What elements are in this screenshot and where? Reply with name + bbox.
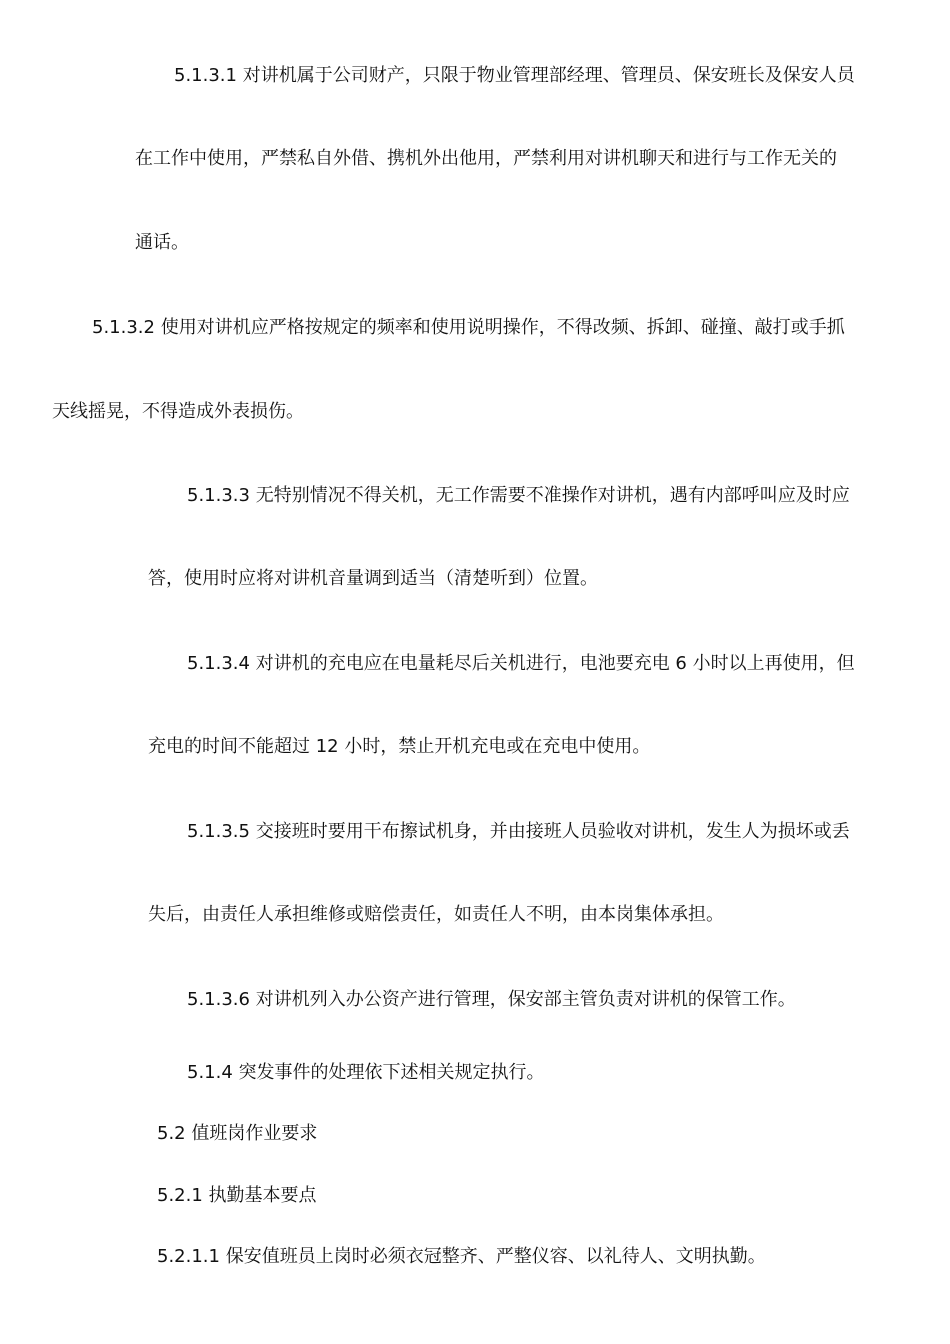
paragraph-line: 答，使用时应将对讲机音量调到适当（清楚听到）位置。 [148, 568, 598, 589]
paragraph-line: 充电的时间不能超过 12 小时，禁止开机充电或在充电中使用。 [148, 736, 651, 757]
paragraph-line: 5.1.3.6 对讲机列入办公资产进行管理，保安部主管负责对讲机的保管工作。 [187, 989, 796, 1010]
paragraph-line: 5.1.3.2 使用对讲机应严格按规定的频率和使用说明操作，不得改频、拆卸、碰撞、敲打或手抓 [92, 317, 845, 338]
paragraph-line: 5.1.3.1 对讲机属于公司财产，只限于物业管理部经理、管理员、保安班长及保安人员 [174, 65, 855, 86]
paragraph-line: 通话。 [135, 232, 189, 253]
paragraph-line: 在工作中使用，严禁私自外借、携机外出他用，严禁利用对讲机聊天和进行与工作无关的 [135, 148, 837, 169]
paragraph-line: 失后，由责任人承担维修或赔偿责任，如责任人不明，由本岗集体承担。 [148, 904, 724, 925]
paragraph-line: 5.1.3.3 无特别情况不得关机，无工作需要不准操作对讲机，遇有内部呼叫应及时应 [187, 485, 850, 506]
paragraph-line: 5.1.4 突发事件的处理依下述相关规定执行。 [187, 1062, 545, 1083]
paragraph-line: 5.1.3.4 对讲机的充电应在电量耗尽后关机进行，电池要充电 6 小时以上再使用，但 [187, 653, 855, 674]
paragraph-line: 天线摇晃，不得造成外表损伤。 [52, 401, 304, 422]
paragraph-line: 5.2.1.1 保安值班员上岗时必须衣冠整齐、严整仪容、以礼待人、文明执勤。 [157, 1246, 766, 1267]
section-heading: 5.2 值班岗作业要求 [157, 1123, 318, 1144]
paragraph-line: 5.1.3.5 交接班时要用干布擦试机身，并由接班人员验收对讲机，发生人为损坏或丢 [187, 821, 850, 842]
section-heading: 5.2.1 执勤基本要点 [157, 1185, 317, 1206]
